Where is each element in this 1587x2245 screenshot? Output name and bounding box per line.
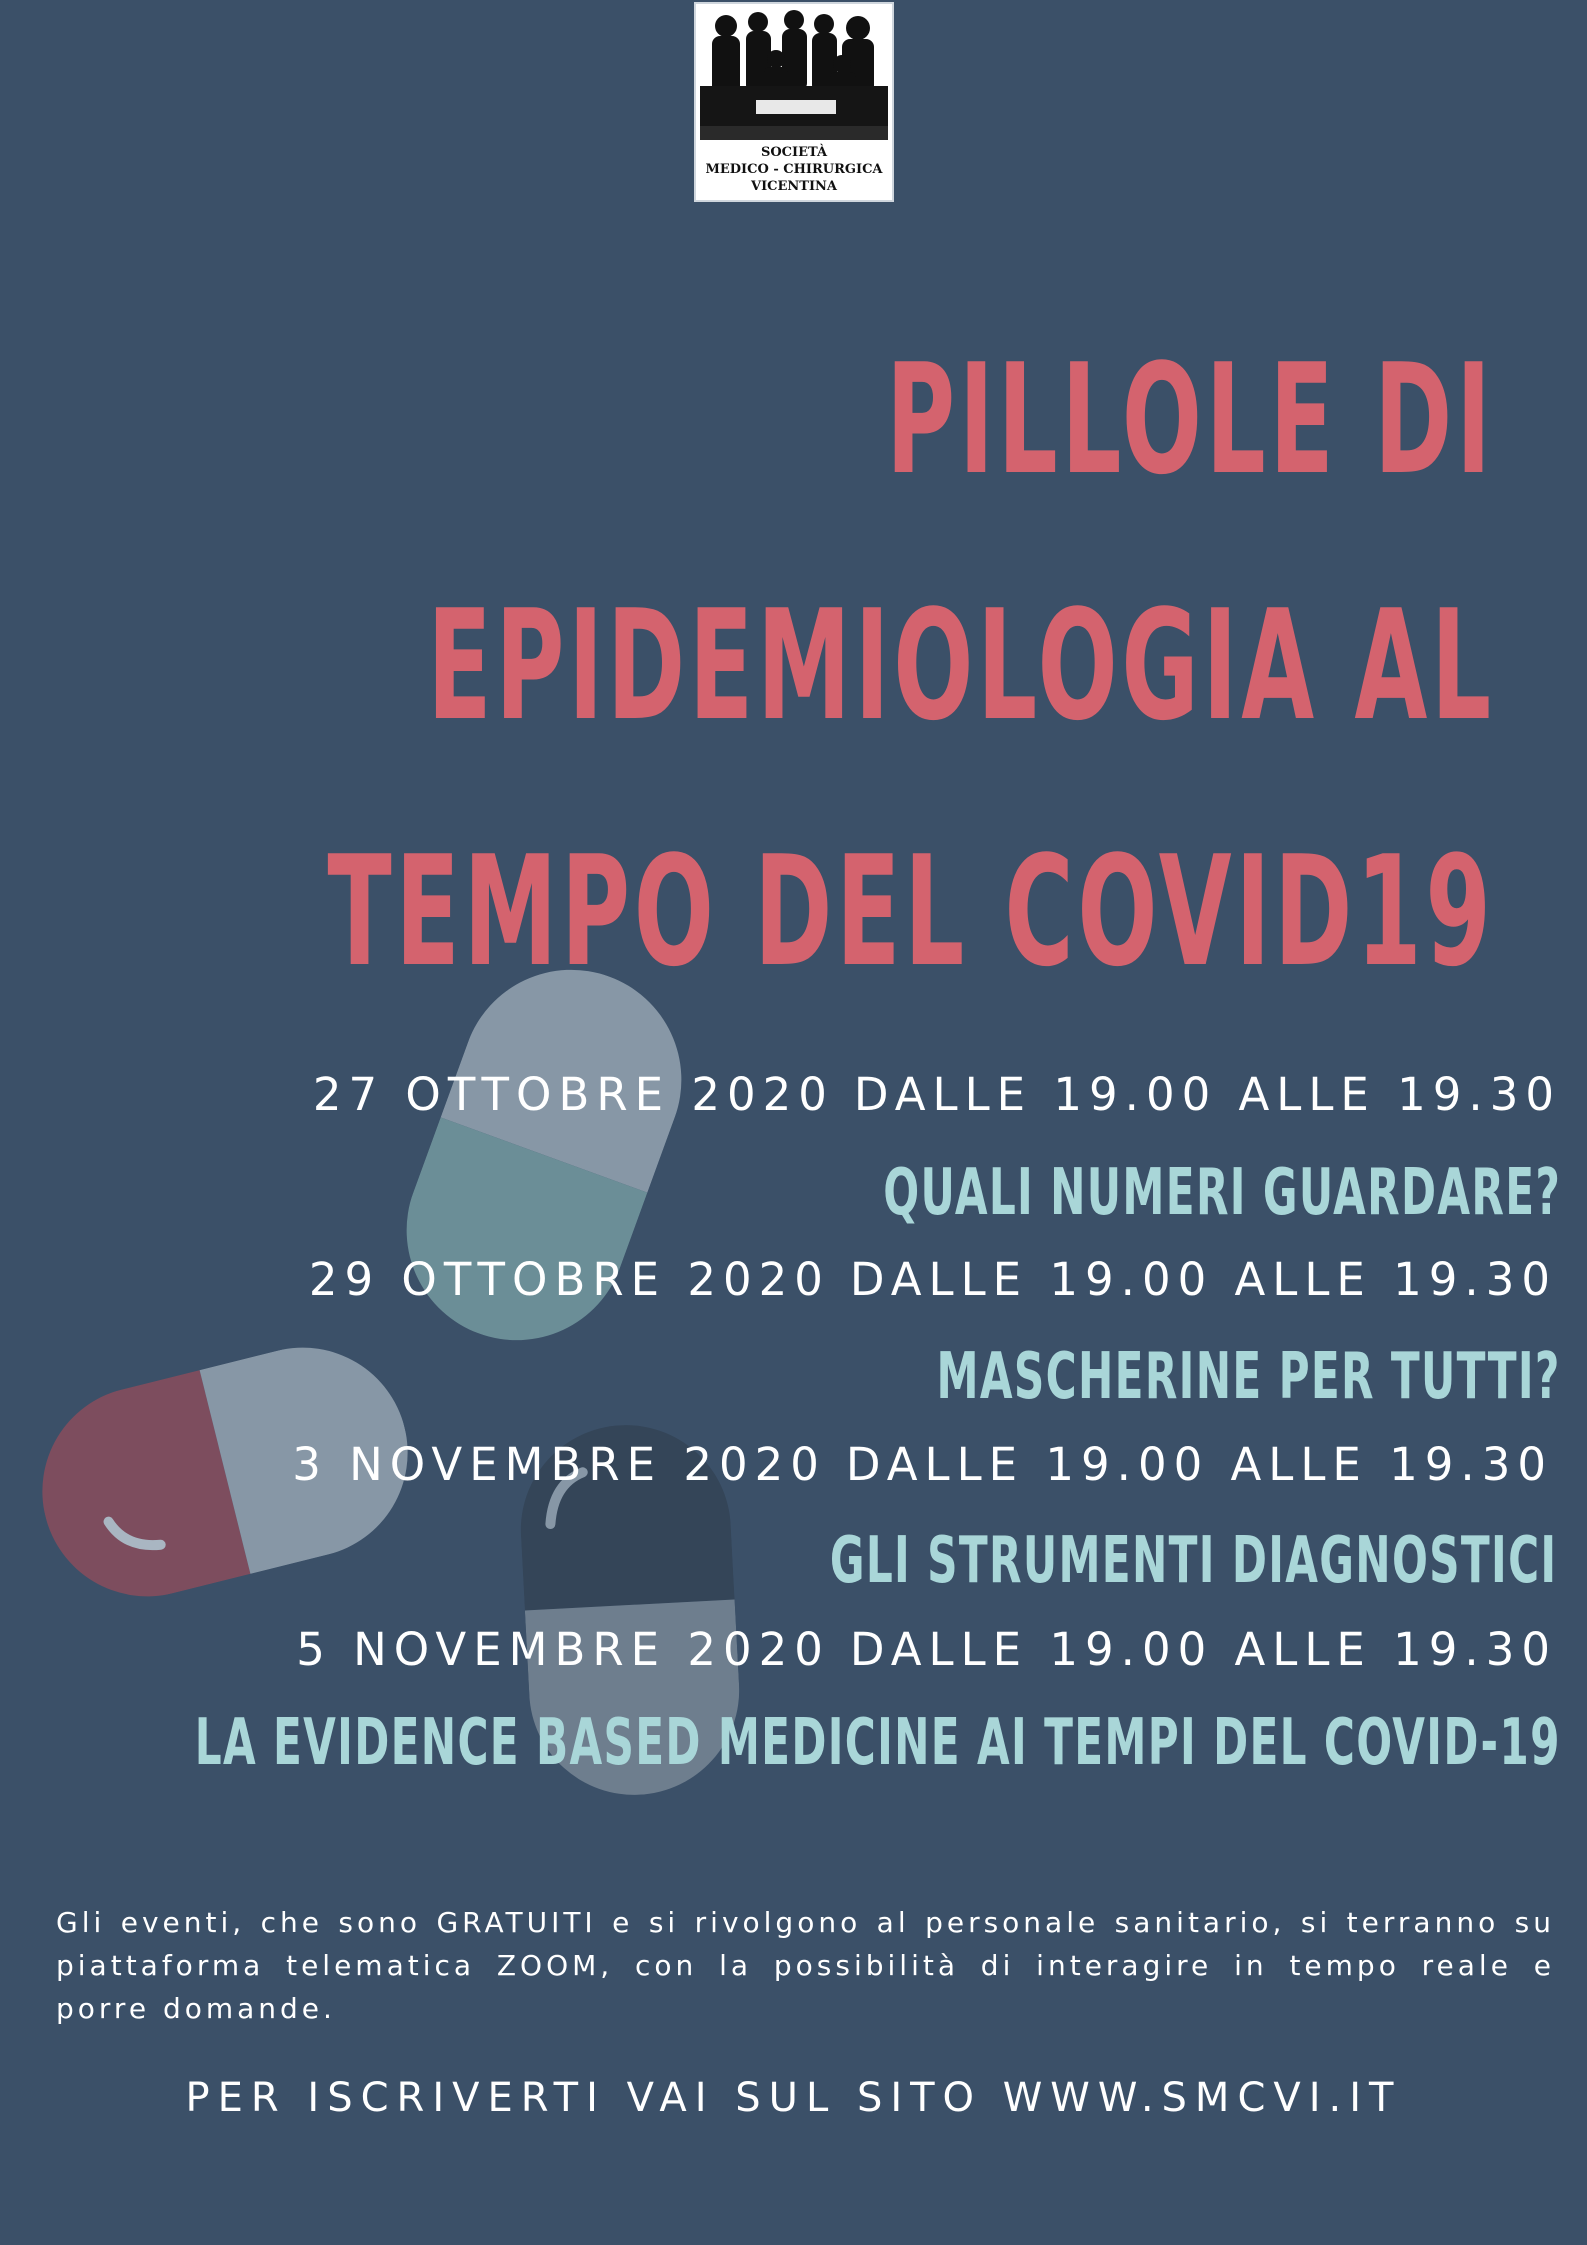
group-photo-icon bbox=[696, 4, 892, 144]
event-date: 27 OTTOBRE 2020 bbox=[312, 1068, 834, 1121]
event-date-line bbox=[296, 1625, 1557, 1675]
event-date: 5 NOVEMBRE 2020 bbox=[296, 1623, 830, 1676]
pill-icon bbox=[376, 939, 713, 1371]
event-topic: GLI STRUMENTI DIAGNOSTICI bbox=[829, 1524, 1557, 1598]
event-time: DALLE 19.00 ALLE 19.30 bbox=[845, 1438, 1553, 1491]
logo-line: SOCIETÀ bbox=[760, 145, 828, 160]
title-line-1: PILLOLE DI bbox=[886, 331, 1495, 508]
title-line-3: TEMPO DEL COVID19 bbox=[327, 823, 1495, 1000]
event-date-line bbox=[313, 1070, 1561, 1120]
logo-line: VICENTINA bbox=[750, 179, 838, 194]
event-date-line bbox=[309, 1255, 1557, 1305]
signup-text: PER ISCRIVERTI VAI SUL SITO WWW.SMCVI.IT bbox=[185, 2075, 1402, 2121]
event-date-line bbox=[292, 1440, 1553, 1490]
event-date: 3 NOVEMBRE 2020 bbox=[292, 1438, 826, 1491]
event-topic: MASCHERINE PER TUTTI? bbox=[936, 1340, 1561, 1414]
event-topic: LA EVIDENCE BASED MEDICINE AI TEMPI DEL COVID-19 bbox=[194, 1706, 1561, 1780]
info-paragraph: Gli eventi, che sono GRATUITI e si rivolgono al personale sanitario, si terranno su piattaforma telematica ZOOM, con la possibilità di interagire in tempo reale e porre domande. bbox=[56, 1906, 1555, 2025]
event-time: DALLE 19.00 ALLE 19.30 bbox=[849, 1253, 1557, 1306]
event-time: DALLE 19.00 ALLE 19.30 bbox=[853, 1068, 1561, 1121]
logo-line: MEDICO - CHIRURGICA bbox=[705, 162, 883, 177]
event-time: DALLE 19.00 ALLE 19.30 bbox=[849, 1623, 1557, 1676]
society-logo bbox=[694, 2, 894, 202]
event-date: 29 OTTOBRE 2020 bbox=[308, 1253, 830, 1306]
logo-text bbox=[696, 144, 892, 195]
event-topic: QUALI NUMERI GUARDARE? bbox=[883, 1156, 1561, 1230]
title-line-2: EPIDEMIOLOGIA AL bbox=[427, 577, 1495, 754]
